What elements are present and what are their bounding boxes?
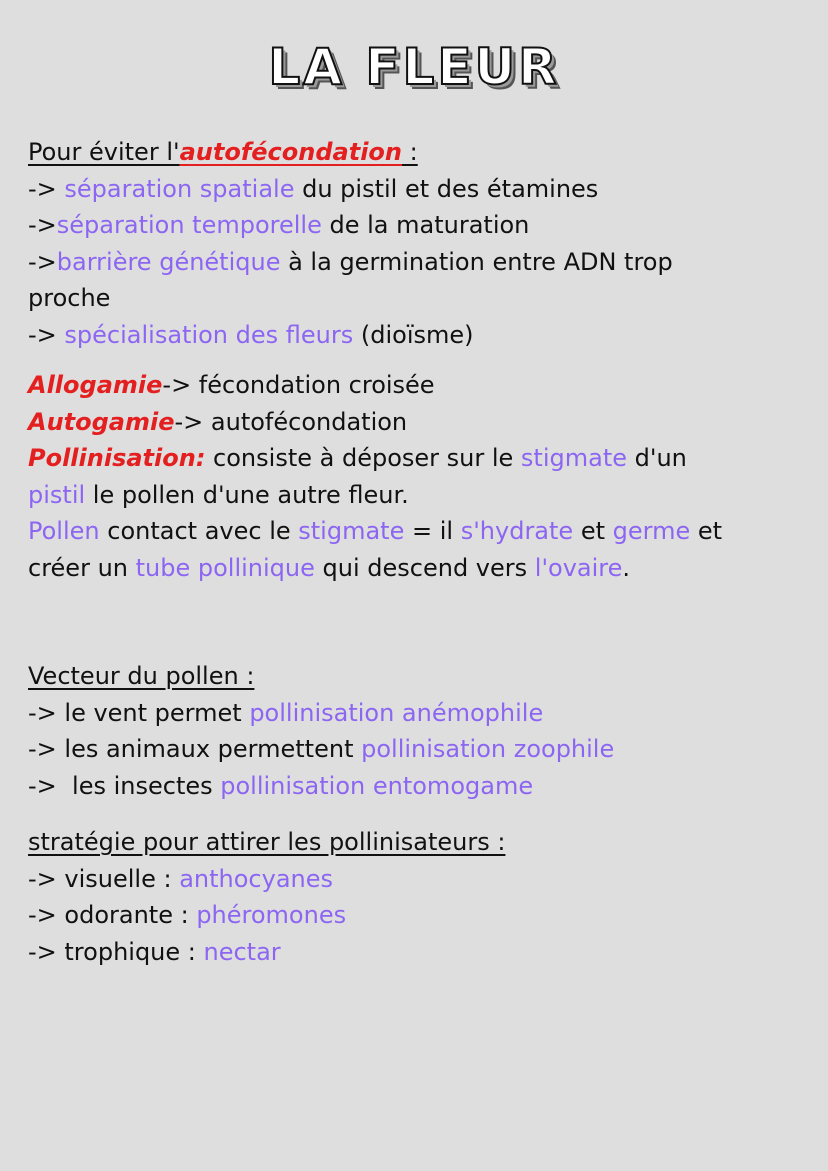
page-title: LA FLEUR	[268, 38, 560, 96]
keyword: nectar	[203, 937, 281, 966]
text: et créer un	[28, 517, 723, 582]
text: le pollen d'une autre fleur.	[85, 480, 409, 509]
text: d'un	[627, 444, 687, 472]
keyword: pollinisation anémophile	[249, 698, 544, 727]
list-item	[28, 934, 808, 971]
section-heading-vecteur	[28, 658, 808, 695]
definition-autogamie	[28, 404, 808, 441]
text: consiste à déposer sur le	[205, 444, 521, 472]
text: qui descend vers	[314, 553, 535, 582]
term: Autogamie	[28, 407, 175, 436]
text: .	[622, 553, 631, 582]
keyword: pollinisation zoophile	[361, 735, 615, 763]
keyword: séparation temporelle	[56, 211, 322, 239]
keyword: stigmate	[520, 444, 627, 472]
item-text: -> les animaux permettent	[28, 735, 362, 763]
item-text: -> odorante :	[28, 901, 197, 929]
definition: -> autofécondation	[174, 407, 408, 436]
list-item	[28, 317, 808, 354]
item-text: -> les insectes	[28, 771, 221, 800]
arrow: ->	[28, 247, 57, 276]
list-item	[28, 695, 808, 732]
list-item	[28, 768, 808, 805]
term: Pollinisation:	[28, 444, 206, 472]
keyword: pollinisation entomogame	[220, 771, 534, 800]
keyword: anthocyanes	[179, 864, 334, 893]
keyword: barrière génétique	[56, 247, 281, 276]
list-item	[28, 244, 748, 317]
keyword: Pollen	[28, 517, 100, 545]
keyword: l'ovaire	[534, 553, 623, 582]
arrow: ->	[28, 174, 65, 203]
section-heading-strategie	[28, 824, 808, 861]
keyword: germe	[612, 517, 691, 545]
item-text: à la germination entre ADN trop proche	[28, 247, 673, 312]
heading-text: Pour éviter l'	[28, 138, 180, 166]
keyword: pistil	[28, 480, 86, 509]
definition: -> fécondation croisée	[162, 371, 435, 399]
list-item	[28, 861, 808, 898]
text: et	[573, 517, 613, 545]
keyword: stigmate	[298, 517, 405, 545]
list-item	[28, 171, 808, 208]
keyword: tube pollinique	[135, 553, 315, 582]
text: = il	[404, 517, 461, 545]
list-item	[28, 897, 808, 934]
note-content	[28, 134, 808, 970]
term: Allogamie	[28, 371, 163, 399]
heading-term: autofécondation	[179, 138, 403, 166]
item-text: -> visuelle :	[28, 864, 180, 893]
item-text: -> trophique :	[28, 937, 204, 966]
heading-text: Vecteur du pollen :	[28, 662, 255, 690]
item-text: de la maturation	[321, 211, 530, 239]
definition-allogamie	[28, 367, 808, 404]
list-item	[28, 731, 808, 768]
text: contact avec le	[99, 517, 299, 545]
item-text: du pistil et des étamines	[294, 174, 599, 203]
pollen-paragraph	[28, 513, 728, 586]
keyword: spécialisation des fleurs	[64, 320, 354, 349]
item-text: (dioïsme)	[353, 320, 474, 349]
heading-colon: :	[402, 138, 418, 166]
list-item	[28, 207, 808, 244]
item-text: -> le vent permet	[28, 698, 250, 727]
keyword: s'hydrate	[460, 517, 574, 545]
keyword: séparation spatiale	[64, 174, 295, 203]
definition-pollinisation	[28, 440, 728, 513]
arrow: ->	[28, 211, 57, 239]
heading-text: stratégie pour attirer les pollinisateurs :	[28, 828, 506, 856]
section-heading-autofecondation	[28, 134, 808, 171]
keyword: phéromones	[196, 901, 347, 929]
arrow: ->	[28, 320, 65, 349]
